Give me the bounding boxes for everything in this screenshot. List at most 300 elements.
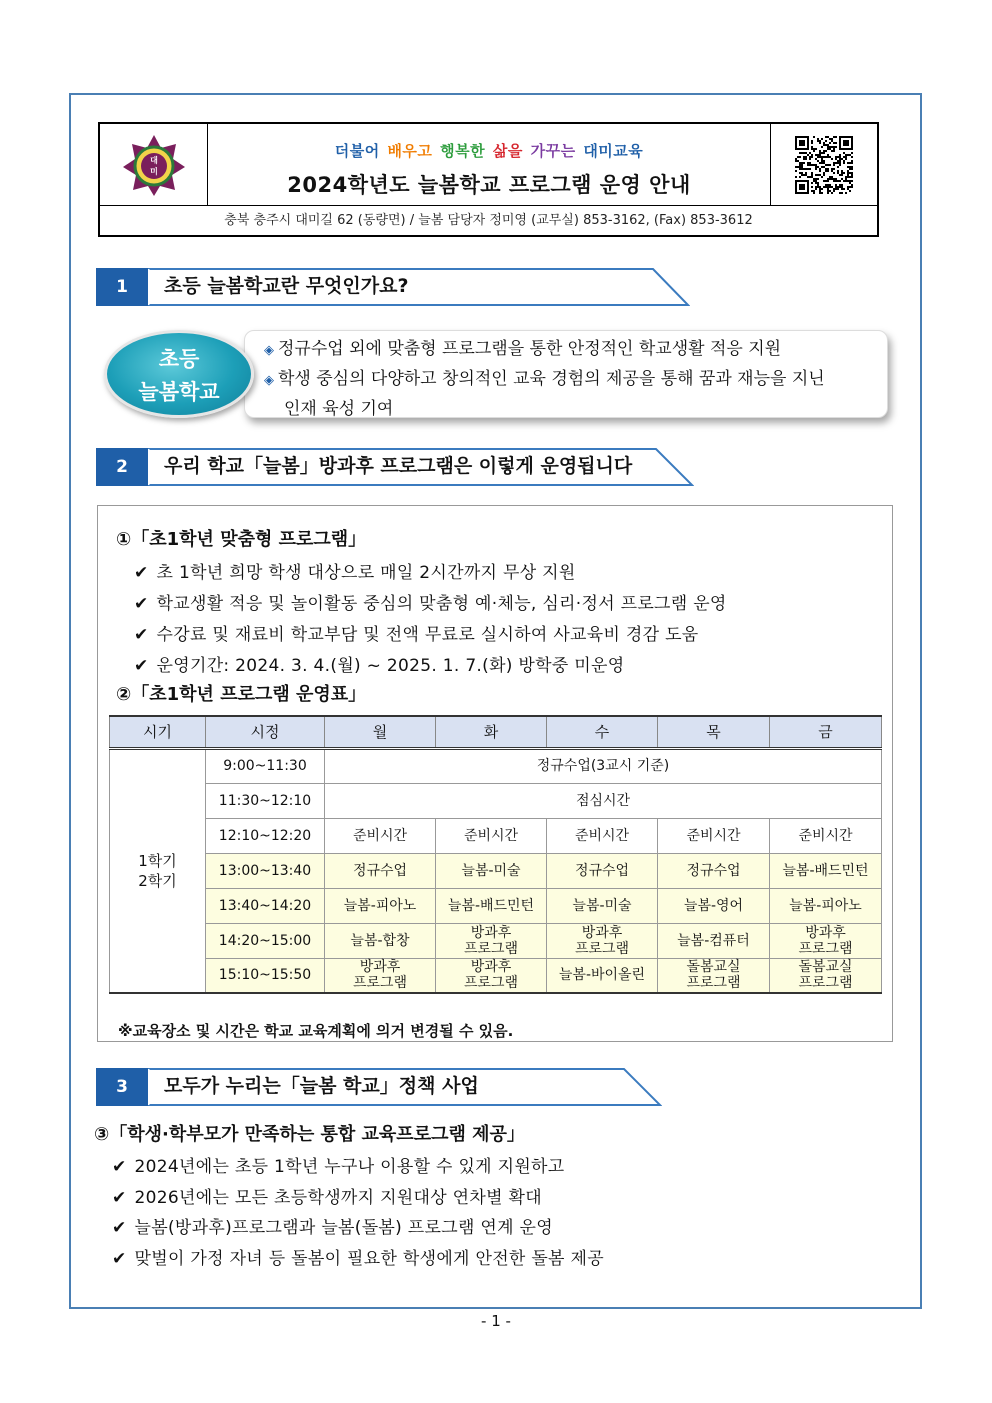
qr-module (833, 188, 835, 190)
qr-module (833, 180, 835, 182)
check-item: ✔ 늘봄(방과후)프로그램과 늘봄(돌봄) 프로그램 연계 운영 (112, 1218, 553, 1238)
qr-module (849, 172, 851, 174)
intro-badge (104, 330, 254, 418)
qr-module (831, 186, 833, 188)
qr-module (847, 176, 849, 178)
qr-module (813, 180, 815, 182)
qr-module (829, 186, 831, 188)
period-line: 2학기 (138, 871, 177, 890)
qr-module (833, 172, 835, 174)
qr-module (813, 136, 815, 138)
qr-module (823, 160, 825, 162)
qr-module (841, 170, 843, 172)
intro-bullet-2-cont: 인재 육성 기여 (284, 399, 394, 419)
qr-module (827, 180, 829, 182)
qr-module (819, 192, 821, 194)
qr-module (837, 160, 839, 162)
schedule-cell: 늘봄-피아노 (770, 888, 882, 923)
sub-heading-1: ①「초1학년 맞춤형 프로그램」 (116, 529, 367, 550)
qr-module (827, 164, 829, 166)
qr-module (803, 158, 805, 160)
time-cell: 15:10~15:50 (206, 958, 325, 993)
time-cell: 14:20~15:00 (206, 923, 325, 958)
column-header: 화 (436, 716, 547, 748)
qr-module (843, 180, 845, 182)
qr-module (807, 154, 809, 156)
qr-module (835, 158, 837, 160)
qr-module (823, 150, 825, 152)
qr-module (833, 190, 835, 192)
qr-module (809, 168, 811, 170)
qr-module (823, 180, 825, 182)
qr-module (807, 164, 809, 166)
qr-cell (770, 124, 877, 206)
qr-module (817, 186, 819, 188)
qr-module (815, 174, 817, 176)
qr-module (821, 156, 823, 158)
qr-module (835, 186, 837, 188)
page-number: - 1 - (481, 1312, 511, 1330)
qr-module (823, 172, 825, 174)
check-item: ✔ 학교생활 적응 및 놀이활동 중심의 맞춤형 예·체능, 심리·정서 프로그램 운영 (134, 594, 727, 614)
schedule-cell: 준비시간 (436, 818, 547, 853)
schedule-cell: 준비시간 (547, 818, 658, 853)
cell-line: 방과후 (359, 959, 401, 976)
qr-module (795, 170, 797, 172)
qr-module (797, 156, 799, 158)
qr-module (841, 174, 843, 176)
qr-module (801, 174, 803, 176)
qr-module (829, 190, 831, 192)
qr-module (821, 192, 823, 194)
qr-module (833, 136, 835, 138)
column-header: 목 (658, 716, 770, 748)
schedule-cell: 정규수업 (547, 853, 658, 888)
schedule-cell (547, 923, 658, 958)
qr-module (847, 174, 849, 176)
qr-module (825, 184, 827, 186)
qr-module (811, 174, 813, 176)
qr-module (823, 152, 825, 154)
qr-module (817, 160, 819, 162)
merged-cell: 점심시간 (325, 783, 882, 818)
qr-module (823, 144, 825, 146)
qr-module (821, 188, 823, 190)
qr-module (805, 156, 807, 158)
qr-module (823, 174, 825, 176)
qr-module (825, 168, 827, 170)
badge-line-1: 초등 (158, 347, 200, 371)
qr-module (817, 154, 819, 156)
schedule-cell: 정규수업 (658, 853, 770, 888)
period-cell (110, 748, 206, 993)
qr-module (829, 142, 831, 144)
qr-module (815, 182, 817, 184)
qr-module (835, 184, 837, 186)
qr-module (851, 168, 853, 170)
title-cell (208, 124, 770, 206)
column-header: 시기 (110, 716, 206, 748)
section-3-title: 모두가 누리는「늘봄 학교」정책 사업 (164, 1075, 479, 1097)
qr-module (845, 180, 847, 182)
qr-module (849, 168, 851, 170)
qr-module (847, 186, 849, 188)
qr-module (801, 152, 803, 154)
qr-module (819, 140, 821, 142)
qr-module (831, 150, 833, 152)
cell-line: 방과후 (470, 924, 512, 941)
qr-module (851, 184, 853, 186)
qr-module (851, 186, 853, 188)
qr-module (817, 178, 819, 180)
schedule-cell: 늘봄-미술 (436, 853, 547, 888)
cell-line: 프로그램 (686, 975, 741, 992)
time-cell: 11:30~12:10 (206, 783, 325, 818)
qr-module (825, 170, 827, 172)
qr-module (835, 156, 837, 158)
qr-module (799, 168, 801, 170)
qr-module (841, 172, 843, 174)
qr-module (827, 154, 829, 156)
qr-module (849, 180, 851, 182)
qr-module (849, 182, 851, 184)
qr-module (817, 182, 819, 184)
qr-module (843, 172, 845, 174)
qr-module (799, 156, 801, 158)
qr-module (829, 176, 831, 178)
cell-line: 프로그램 (463, 940, 519, 957)
table-row (110, 818, 882, 853)
qr-module (819, 150, 821, 152)
qr-module (827, 144, 829, 146)
qr-module (809, 162, 811, 164)
qr-module (845, 156, 847, 158)
diamond-bullet-icon: ◈ (264, 343, 274, 358)
qr-module (819, 168, 821, 170)
qr-module (815, 178, 817, 180)
qr-module (811, 154, 813, 156)
qr-module (819, 154, 821, 156)
qr-module (829, 156, 831, 158)
slogan-word: 가꾸는 (530, 142, 576, 160)
schedule-cell: 늘봄-피아노 (325, 888, 436, 923)
qr-module (831, 176, 833, 178)
qr-module (841, 192, 843, 194)
qr-module (851, 160, 853, 162)
qr-module (843, 152, 845, 154)
qr-module (837, 156, 839, 158)
check-icon: ✔ (134, 563, 149, 583)
schedule-cell: 늘봄-바이올린 (547, 958, 658, 993)
qr-module (837, 186, 839, 188)
qr-module (833, 146, 835, 148)
qr-module (825, 140, 827, 142)
schedule-cell (436, 923, 547, 958)
qr-module (835, 162, 837, 164)
qr-module (821, 176, 823, 178)
cell-line: 방과후 (805, 924, 846, 941)
qr-module (825, 144, 827, 146)
column-header: 금 (770, 716, 882, 748)
schedule-cell: 늘봄-배드민턴 (436, 888, 547, 923)
qr-module (841, 184, 843, 186)
qr-module (817, 184, 819, 186)
qr-module (803, 174, 805, 176)
logo-cell (100, 124, 208, 206)
qr-module (801, 172, 803, 174)
qr-module (849, 162, 851, 164)
section-1-header (96, 268, 690, 306)
qr-module (845, 158, 847, 160)
qr-module (837, 170, 839, 172)
qr-module (819, 152, 821, 154)
qr-module (843, 188, 845, 190)
cell-line: 돌봄교실 (798, 959, 853, 976)
qr-module (811, 146, 813, 148)
qr-module (805, 174, 807, 176)
qr-module (847, 180, 849, 182)
check-icon: ✔ (112, 1249, 127, 1269)
qr-module (799, 152, 801, 154)
qr-module (827, 148, 829, 150)
qr-module (803, 156, 805, 158)
qr-module (839, 180, 841, 182)
qr-module (815, 158, 817, 160)
schedule-cell (325, 958, 436, 993)
qr-module (799, 166, 801, 168)
section-3-number: 3 (96, 1068, 148, 1106)
qr-module (827, 156, 829, 158)
qr-module (851, 152, 853, 154)
qr-module (827, 170, 829, 172)
qr-module (811, 140, 813, 142)
qr-module (833, 162, 835, 164)
qr-module (831, 168, 833, 170)
qr-module (823, 162, 825, 164)
qr-module (833, 178, 835, 180)
qr-module (833, 168, 835, 170)
qr-module (819, 190, 821, 192)
qr-module (833, 150, 835, 152)
qr-module (815, 180, 817, 182)
qr-module (823, 156, 825, 158)
table-row (110, 923, 882, 958)
table-header-row (110, 716, 882, 748)
qr-module (835, 136, 837, 138)
qr-module (833, 142, 835, 144)
schedule-cell: 늘봄-영어 (658, 888, 770, 923)
qr-module (837, 166, 839, 168)
qr-module (813, 148, 815, 150)
schedule-cell: 늘봄-미술 (547, 888, 658, 923)
qr-module (799, 184, 805, 190)
qr-module (817, 166, 819, 168)
qr-module (795, 158, 797, 160)
qr-module (839, 162, 841, 164)
schedule-cell (770, 923, 882, 958)
time-cell: 12:10~12:20 (206, 818, 325, 853)
qr-code-icon[interactable] (795, 136, 853, 194)
qr-module (851, 166, 853, 168)
qr-module (805, 168, 807, 170)
intro-panel (104, 330, 888, 418)
qr-module (827, 184, 829, 186)
qr-module (847, 154, 849, 156)
qr-module (825, 164, 827, 166)
qr-module (827, 192, 829, 194)
cell-line: 방과후 (470, 959, 512, 976)
sub-heading-2: ②「초1학년 프로그램 운영표」 (116, 684, 367, 705)
qr-module (839, 192, 841, 194)
slogan (208, 140, 770, 161)
qr-module (851, 174, 853, 176)
qr-module (831, 140, 833, 142)
qr-module (809, 156, 811, 158)
qr-module (825, 180, 827, 182)
qr-module (799, 140, 805, 146)
qr-module (827, 168, 829, 170)
check-icon: ✔ (112, 1157, 127, 1177)
check-item: ✔ 운영기간: 2024. 3. 4.(월) ~ 2025. 1. 7.(화) 방학중 미운영 (134, 656, 625, 676)
qr-module (847, 162, 849, 164)
qr-module (837, 188, 839, 190)
schedule-table (109, 715, 882, 994)
intro-bullet-2: ◈ 학생 중심의 다양하고 창의적인 교육 경험의 제공을 통해 꿈과 재능을 지닌 (264, 369, 825, 389)
qr-module (805, 172, 807, 174)
document-header (98, 122, 879, 237)
check-icon: ✔ (112, 1188, 127, 1208)
time-cell: 9:00~11:30 (206, 748, 325, 783)
qr-module (831, 146, 833, 148)
merged-cell: 정규수업(3교시 기준) (325, 748, 882, 783)
qr-module (831, 178, 833, 180)
qr-module (829, 178, 831, 180)
qr-module (839, 158, 841, 160)
qr-module (821, 158, 823, 160)
schedule-cell: 정규수업 (325, 853, 436, 888)
qr-module (817, 156, 819, 158)
qr-module (851, 172, 853, 174)
qr-module (829, 148, 831, 150)
qr-module (815, 186, 817, 188)
qr-module (811, 186, 813, 188)
table-row (110, 748, 882, 783)
qr-module (809, 158, 811, 160)
qr-module (819, 170, 821, 172)
check-item: ✔ 맞벌이 가정 자녀 등 돌봄이 필요한 학생에게 안전한 돌봄 제공 (112, 1249, 604, 1269)
qr-module (847, 170, 849, 172)
qr-module (829, 184, 831, 186)
cell-line: 프로그램 (798, 940, 853, 957)
qr-module (819, 142, 821, 144)
qr-module (803, 162, 805, 164)
qr-module (819, 156, 821, 158)
qr-module (801, 166, 803, 168)
qr-module (835, 180, 837, 182)
qr-module (841, 178, 843, 180)
qr-module (831, 138, 833, 140)
qr-module (795, 166, 797, 168)
qr-module (815, 154, 817, 156)
qr-module (807, 168, 809, 170)
table-row (110, 958, 882, 993)
qr-module (827, 190, 829, 192)
qr-module (813, 190, 815, 192)
qr-module (849, 186, 851, 188)
qr-module (847, 188, 849, 190)
badge-line-2: 늘봄학교 (138, 380, 220, 404)
slogan-word: 행복한 (440, 142, 486, 160)
section-2-header (96, 448, 696, 486)
qr-module (839, 174, 841, 176)
qr-module (817, 174, 819, 176)
qr-module (801, 162, 803, 164)
time-cell: 13:40~14:20 (206, 888, 325, 923)
qr-module (843, 162, 845, 164)
qr-module (835, 142, 837, 144)
qr-module (811, 148, 813, 150)
section-1-number: 1 (96, 268, 148, 306)
qr-module (811, 176, 813, 178)
check-icon: ✔ (134, 594, 149, 614)
qr-module (839, 160, 841, 162)
slogan-word: 더불어 (334, 142, 380, 160)
qr-module (803, 152, 805, 154)
qr-module (797, 166, 799, 168)
check-item: ✔ 2024년에는 초등 1학년 누구나 이용할 수 있게 지원하고 (112, 1157, 565, 1177)
qr-module (809, 152, 811, 154)
period-line: 1학기 (138, 851, 177, 870)
qr-module (839, 164, 841, 166)
qr-module (821, 152, 823, 154)
qr-module (813, 150, 815, 152)
qr-module (819, 188, 821, 190)
qr-module (829, 138, 831, 140)
qr-module (819, 174, 821, 176)
table-row (110, 783, 882, 818)
qr-module (831, 170, 833, 172)
section-1-title: 초등 늘봄학교란 무엇인가요? (164, 275, 409, 297)
table-row (110, 853, 882, 888)
qr-module (795, 176, 797, 178)
schedule-cell: 늘봄-컴퓨터 (658, 923, 770, 958)
qr-module (813, 178, 815, 180)
qr-module (805, 152, 807, 154)
qr-module (845, 154, 847, 156)
slogan-word: 삶을 (492, 142, 523, 160)
cell-line: 프로그램 (798, 975, 853, 992)
qr-module (799, 164, 801, 166)
qr-module (821, 138, 823, 140)
qr-module (843, 156, 845, 158)
cell-line: 돌봄교실 (686, 959, 741, 976)
qr-module (801, 164, 803, 166)
qr-module (807, 176, 809, 178)
qr-module (825, 136, 827, 138)
qr-module (851, 156, 853, 158)
cell-line: 프로그램 (352, 975, 408, 992)
cell-line: 방과후 (581, 924, 623, 941)
qr-module (829, 146, 831, 148)
schedule-cell: 준비시간 (325, 818, 436, 853)
qr-module (847, 172, 849, 174)
qr-module (827, 178, 829, 180)
qr-module (831, 158, 833, 160)
cell-line: 프로그램 (574, 940, 630, 957)
qr-module (813, 192, 815, 194)
check-item: ✔ 2026년에는 모든 초등학생까지 지원대상 연차별 확대 (112, 1188, 542, 1208)
qr-module (813, 164, 815, 166)
